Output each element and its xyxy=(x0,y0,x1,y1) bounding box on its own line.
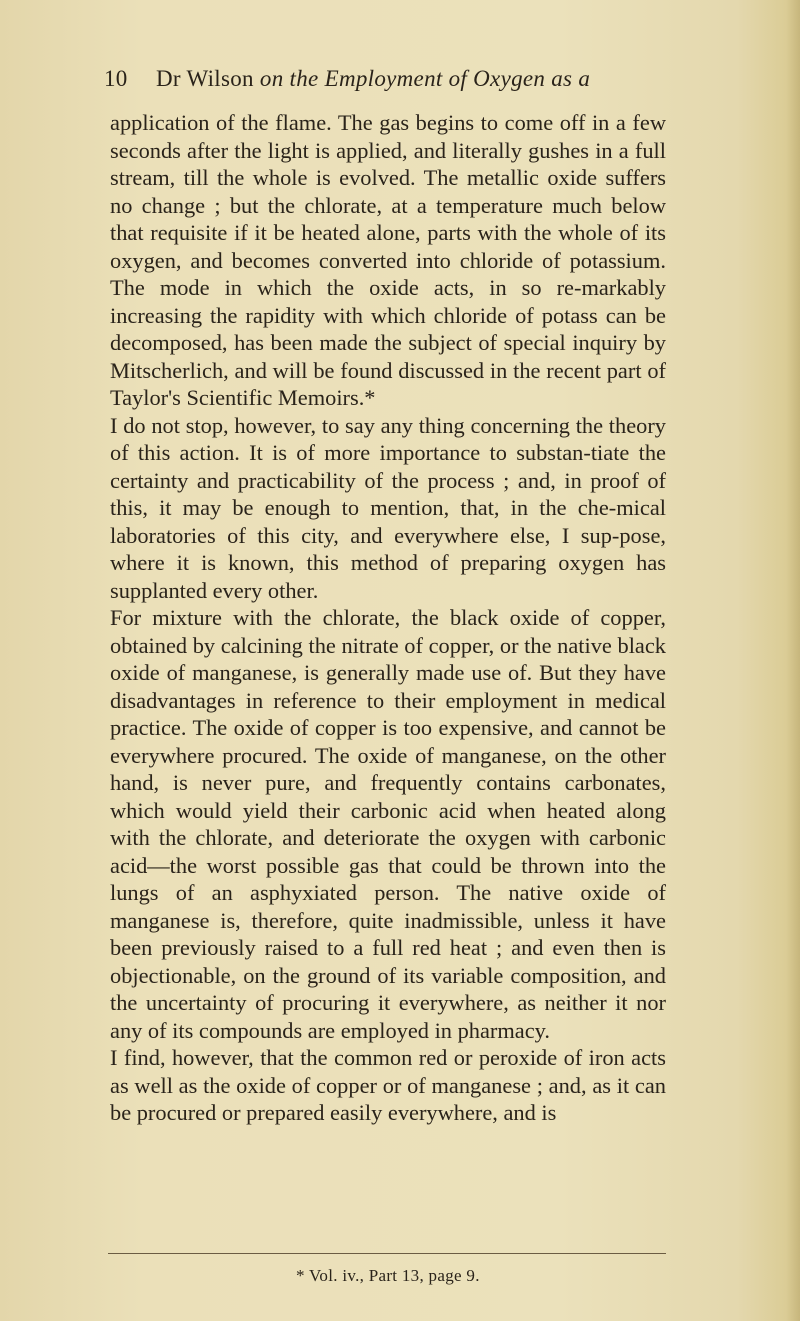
body-text xyxy=(110,109,666,1127)
paragraph-3: For mixture with the chlorate, the black oxide of copper, obtained by calcining the nitrate of copper, or the native black oxide of manganese, is generally made use of. But they have disadvantages in reference to their employment in medical practice. The oxide of copper is too expensive, and cannot be everywhere procured. The oxide of manganese, on the other hand, is never pure, and frequently contains carbonates, which would yield their carbonic acid when heated along with the chlorate, and deteriorate the oxygen with carbonic acid—the worst possible gas that could be thrown into the lungs of an asphyxiated person. The native oxide of manganese is, therefore, quite inadmissible, unless it have been previously raised to a full red heat ; and even then is objectionable, on the ground of its variable composition, and the uncertainty of procuring it everywhere, as neither it nor any of its compounds are employed in pharmacy. xyxy=(110,605,666,1043)
header-author: Dr Wilson xyxy=(156,66,254,91)
running-header xyxy=(104,66,664,92)
paragraph-2: I do not stop, however, to say any thing concerning the theory of this action. It is of more importance to substan-tiate the certainty and practicability of the process ; and, in proof of this, it may be enough to mention, that, in the che-mical laboratories of this city, and everywhere else, I sup-pose, where it is known, this method of preparing oxygen has supplanted every other. xyxy=(110,412,666,603)
footnote-rule xyxy=(108,1253,666,1254)
paragraph-4: I find, however, that the common red or peroxide of iron acts as well as the oxide of copper or of manganese ; and, as it can be procured or prepared easily everywhere, and is xyxy=(110,1045,666,1125)
paragraph-1: application of the flame. The gas begins to come off in a few seconds after the light is applied, and literally gushes in a full stream, till the whole is evolved. The metallic oxide suffers no change ; but the chlorate, at a temperature much below that requisite if it be heated alone, parts with the whole of its oxygen, and becomes converted into chloride of potassium. The mode in which the oxide acts, in so re-markably increasing the rapidity with which chloride of potass can be decomposed, has been made the subject of special inquiry by Mitscherlich, and will be found discussed in the recent part of Taylor's Scientific Memoirs.* xyxy=(110,110,666,410)
page-edge-shadow xyxy=(786,0,800,1321)
running-title: on the Employment of Oxygen as a xyxy=(259,66,591,91)
page-number: 10 xyxy=(104,66,128,91)
footnote: * Vol. iv., Part 13, page 9. xyxy=(296,1266,480,1285)
